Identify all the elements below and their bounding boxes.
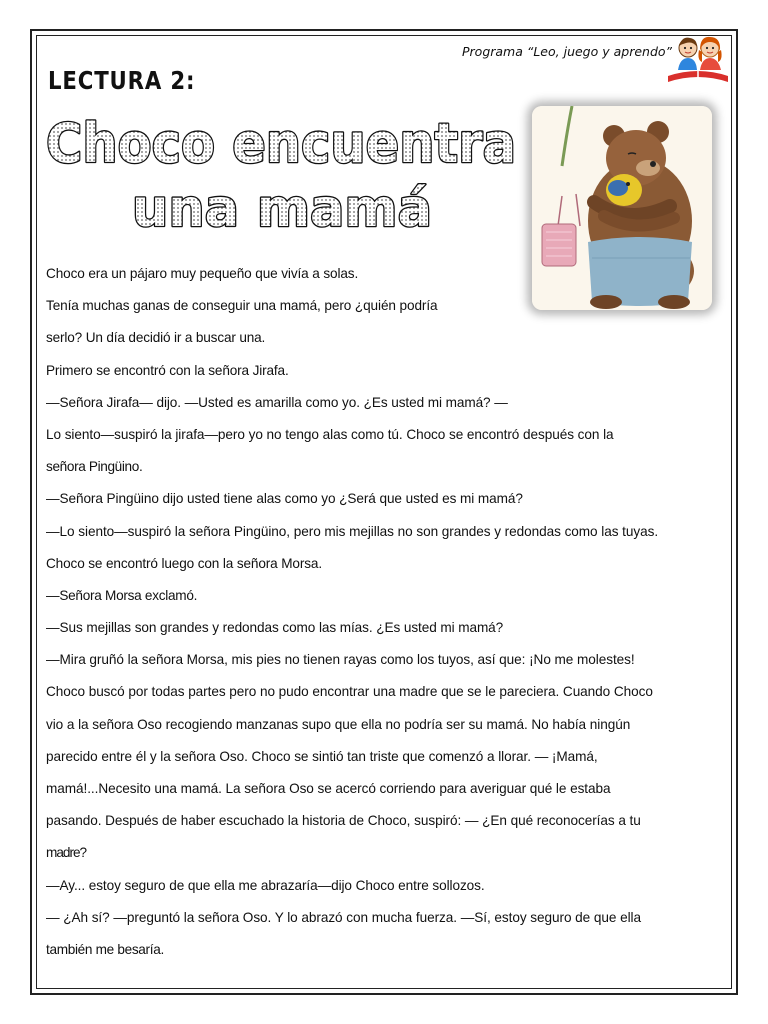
story-line: —Ay... estoy seguro de que ella me abrazaría—dijo Choco entre sollozos. bbox=[46, 877, 485, 893]
story-text bbox=[46, 258, 736, 966]
story-line: Lo siento—suspiró la jirafa—pero yo no tengo alas como tú. Choco se encontró después con la bbox=[46, 426, 614, 442]
program-name: Programa “Leo, juego y aprendo” bbox=[462, 44, 673, 59]
story-line: Primero se encontró con la señora Jirafa. bbox=[46, 362, 289, 378]
story-line: mamá!...Necesito una mamá. La señora Oso se acercó corriendo para averiguar qué le estaba bbox=[46, 781, 611, 796]
story-line: —Sus mejillas son grandes y redondas como las mías. ¿Es usted mi mamá? bbox=[46, 620, 504, 636]
story-line: Tenía muchas ganas de conseguir una mamá, pero ¿quién podría bbox=[46, 298, 438, 314]
kids-reading-logo bbox=[664, 30, 732, 86]
story-line: madre? bbox=[46, 845, 87, 861]
story-title-line1: Choco encuentra bbox=[46, 112, 516, 175]
story-title bbox=[40, 110, 530, 240]
story-line: Choco se encontró luego con la señora Morsa. bbox=[46, 555, 322, 571]
lesson-label: LECTURA 2: bbox=[48, 66, 196, 95]
story-line: Choco era un pájaro muy pequeño que vivía a solas. bbox=[46, 266, 359, 281]
story-line: vio a la señora Oso recogiendo manzanas supo que ella no podría ser su mamá. No había ningún bbox=[46, 716, 631, 732]
story-line: —Mira gruñó la señora Morsa, mis pies no tienen rayas como los tuyos, así que: ¡No me molestes! bbox=[46, 652, 635, 668]
story-title-line2: una mamá bbox=[132, 179, 432, 239]
story-line: pasando. Después de haber escuchado la historia de Choco, suspiró: — ¿En qué reconocerías a tu bbox=[46, 813, 641, 829]
story-line: parecido entre él y la señora Oso. Choco se sintió tan triste que comenzó a llorar. — ¡Mamá, bbox=[46, 748, 598, 764]
story-line: — ¿Ah sí? —preguntó la señora Oso. Y lo abrazó con mucha fuerza. —Sí, estoy seguro de que ella bbox=[46, 909, 641, 925]
story-line: también me besaría. bbox=[46, 941, 164, 957]
story-line: —Lo siento—suspiró la señora Pingüino, pero mis mejillas no son grandes y redondas como las tuyas. bbox=[46, 523, 659, 539]
story-line: —Señora Pingüino dijo usted tiene alas como yo ¿Será que usted es mi mamá? bbox=[46, 491, 523, 507]
story-line: —Señora Morsa exclamó. bbox=[46, 587, 198, 603]
story-line: serlo? Un día decidió ir a buscar una. bbox=[46, 330, 266, 346]
story-line: —Señora Jirafa— dijo. —Usted es amarilla como yo. ¿Es usted mi mamá? — bbox=[46, 394, 508, 410]
story-line: Choco buscó por todas partes pero no pudo encontrar una madre que se le pareciera. Cuando Choco bbox=[46, 684, 653, 700]
story-line: señora Pingüino. bbox=[46, 459, 143, 475]
